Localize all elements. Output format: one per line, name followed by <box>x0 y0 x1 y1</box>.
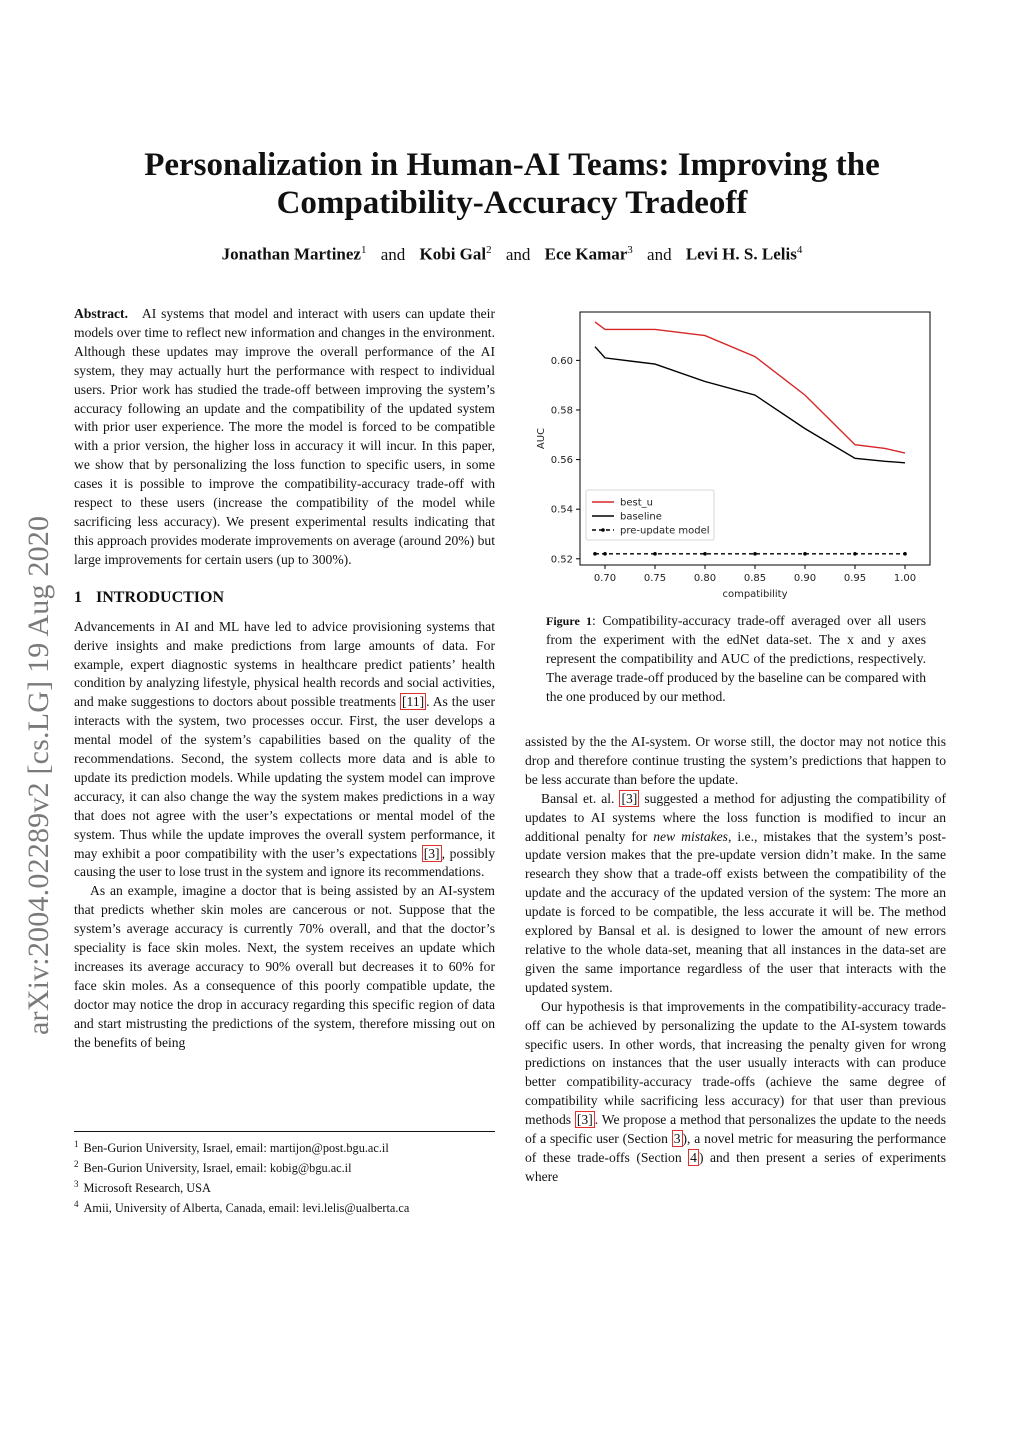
text-run: suggested a method for adjusting the compatibility of updates to AI systems where the loss function is modified to incur an additional penalty for <box>525 790 946 844</box>
emphasis: new mistakes <box>653 828 728 844</box>
author-mark: 2 <box>486 244 492 256</box>
section-heading <box>74 588 495 608</box>
section-link[interactable]: 4 <box>690 1149 697 1165</box>
left-column <box>74 305 495 1053</box>
footnote-mark: 3 <box>74 1179 79 1190</box>
author-separator: and <box>380 244 406 264</box>
citation-link[interactable]: [3] <box>576 1112 593 1128</box>
citation-link[interactable]: [3] <box>423 845 440 861</box>
right-paragraph-3 <box>525 998 946 1187</box>
paper-title <box>90 146 934 222</box>
footnote <box>74 1196 495 1216</box>
abstract <box>74 305 495 570</box>
figure-label: Figure 1 <box>546 614 593 628</box>
intro-paragraph-2: As an example, imagine a doctor that is being assisted by an AI-system that predicts whether skin moles are cancerous or not. Suppose that the system’s average accuracy is currently 70% overall, and that the doctor’s speciality is face skin moles. Next, the system receives an update which increases its average accuracy to 90% overall but decreases it to 60% for face skin moles. As a consequence of this poorly compatible update, the doctor may notice the drop in accuracy regarding this specific region of data and start mistrusting the predictions of the system, therefore missing out on the benefits of being <box>74 883 495 1050</box>
footnotes <box>74 1131 495 1216</box>
arxiv-watermark: arXiv:2004.02289v2 [cs.LG] 19 Aug 2020 <box>22 515 55 1035</box>
text-run: ), a novel metric for measuring the performance of these trade-offs (Section <box>525 1131 946 1165</box>
caption-text: : Compatibility-accuracy trade-off averaged over all users from the experiment with the edNet data-set. The x and y axes represent the compatibility and AUC of the predictions, respectively. The average trade-off produced by the baseline can be compared with the one produced by our method. <box>546 613 926 704</box>
x-tick-label: 0.70 <box>593 573 617 584</box>
text-run: . We propose a method that personalizes the update to the needs of a specific user (Section <box>525 1112 947 1147</box>
text-run: , i.e., mistakes that the system’s post-update version makes that the pre-update version didn’t make. In the same research they show that a trade-off exists between the compatibility of the update and the accuracy of the updated version of the system: The more an update is forced to be compatible, the less accurate it will be. The method explored by Bansal et al. is designed to lower the amount of new errors relative to the whole data-set, meaning that all instances in the data-set are given the same importance regardless of the user that interacts with the updated system. <box>525 828 946 995</box>
y-tick-label: 0.60 <box>550 355 573 367</box>
x-tick-label: 1.00 <box>893 573 917 584</box>
series-line-best-u <box>595 322 905 453</box>
intro-paragraph-1 <box>74 618 495 883</box>
abstract-text: AI systems that model and interact with users can update their models over time to reflect new information and changes in the environment. Although these updates may improve the overall performance of the AI system, they may actually hurt the performance with respect to individual users. Prior work has studied the trade-off between improving the system’s accuracy following an update and the compatibility of the updated system with prior user experience. The more the model is forced to be compatible with a prior version, the higher loss in accuracy it will incur. In this paper, we show that by personalizing the loss function to specific users, in some cases it is possible to improve the compatibility-accuracy trade-off with respect to these users (increase the compatibility of the model while sacrificing less accuracy). We present experimental results indicating that this approach provides moderate improvements on average (around 20%) but large improvements for certain users (up to 300%). <box>74 306 495 567</box>
y-tick-label: 0.52 <box>550 554 573 566</box>
footnote-mark: 2 <box>74 1159 79 1170</box>
title-line-1: Personalization in Human-AI Teams: Improving the <box>144 147 880 183</box>
citation-link[interactable]: [3] <box>621 790 638 806</box>
author-separator: and <box>647 244 672 264</box>
y-tick-label: 0.58 <box>550 405 573 417</box>
y-axis-label: AUC <box>536 427 547 450</box>
footnote-text: Amii, University of Alberta, Canada, email: levi.lelis@ualberta.ca <box>83 1201 410 1216</box>
author-separator: and <box>505 244 531 264</box>
text-run: ) and then present a series of experiments where <box>525 1149 946 1184</box>
author-mark: 4 <box>796 244 803 256</box>
author-name: Levi H. S. Lelis <box>685 244 797 264</box>
right-paragraph-2 <box>525 790 946 998</box>
figure-caption <box>546 612 926 707</box>
author-list <box>90 244 934 265</box>
author-name: Jonathan Martinez <box>221 244 361 264</box>
data-point-marker <box>853 552 857 556</box>
axes-group <box>536 312 930 600</box>
footnote-text: Ben-Gurion University, Israel, email: martijon@post.bgu.ac.il <box>83 1141 389 1156</box>
legend-label: best_u <box>620 497 653 509</box>
author-mark: 1 <box>360 244 367 256</box>
section-title: INTRODUCTION <box>96 588 225 606</box>
figure-1-chart <box>528 300 938 608</box>
legend-marker <box>601 528 605 532</box>
data-point-marker <box>703 552 707 556</box>
x-tick-label: 0.75 <box>643 573 667 584</box>
author-name: Kobi Gal <box>419 244 487 264</box>
right-paragraph-1: assisted by the the AI-system. Or worse still, the doctor may not notice this drop and therefore continue trusting the system’s predictions that happen to be less accurate than before the update. <box>525 734 946 787</box>
text-run: Our hypothesis is that improvements in the compatibility-accuracy trade-off can be achieved by personalizing the update to the AI-system towards specific users. In other words, that increasing the penalty given for wrong predictions on instances that the user usually interacts with can produce better compatibility-accuracy trade-offs (achieve the same degree of compatibility while sacrificing less accuracy) for that user than previous methods <box>525 998 946 1128</box>
legend-label: pre-update model <box>620 525 710 537</box>
footnote-mark: 1 <box>74 1139 79 1149</box>
x-tick-label: 0.90 <box>793 573 817 584</box>
footnote-text: Microsoft Research, USA <box>83 1181 211 1196</box>
line-chart-svg <box>528 300 938 608</box>
legend-label: baseline <box>620 511 662 523</box>
text-run: Advancements in AI and ML have led to advice provisioning systems that derive insights and make predictions from large amounts of data. For example, expert diagnostic systems in healthcare predict patients’ health condition by analyzing lifestyle, physical health records and social activities, and make suggestions to doctors about possible treatments <box>74 618 495 710</box>
author-name: Ece Kamar <box>544 244 628 264</box>
data-point-marker <box>593 552 597 556</box>
text-run: Bansal et. al. <box>541 790 620 806</box>
x-tick-label: 0.85 <box>743 573 767 584</box>
footnote-mark: 4 <box>74 1199 79 1210</box>
data-point-marker <box>903 552 907 556</box>
data-point-marker <box>803 552 807 556</box>
y-tick-label: 0.56 <box>550 455 573 467</box>
footnote <box>74 1136 495 1156</box>
text-run: . As the user interacts with the system, two processes occur. First, the user develops a mental model of the system’s capabilities based on the quality of the recommendations. Second, the system collects more data and is able to update its prediction models. While updating the system model can improve accuracy, it can also change the way the system makes predictions in a way that does not agree with the user’s expectations or mental model of the system. Thus while the update improves the overall system performance, it may exhibit a poor compatibility with the user’s expectations <box>74 694 495 861</box>
section-number: 1 <box>74 588 82 606</box>
data-point-marker <box>653 552 657 556</box>
x-tick-label: 0.95 <box>843 573 867 584</box>
footnote-text: Ben-Gurion University, Israel, email: kobig@bgu.ac.il <box>83 1161 352 1176</box>
right-column <box>525 733 946 1187</box>
section-link[interactable]: 3 <box>673 1131 681 1147</box>
abstract-label: Abstract. <box>74 306 128 321</box>
author-mark: 3 <box>627 244 633 256</box>
legend-group <box>586 490 714 540</box>
title-line-2: Compatibility-Accuracy Tradeoff <box>276 185 748 221</box>
footnote <box>74 1156 495 1176</box>
x-tick-label: 0.80 <box>693 573 717 584</box>
data-point-marker <box>753 552 757 556</box>
y-tick-label: 0.54 <box>550 504 573 516</box>
x-axis-label: compatibility <box>722 589 788 600</box>
citation-link[interactable]: [11] <box>402 694 425 710</box>
footnote <box>74 1176 495 1196</box>
text-run: , possibly causing the user to lose trust in the system and ignore its recommendations. <box>74 845 496 880</box>
data-point-marker <box>603 552 607 556</box>
